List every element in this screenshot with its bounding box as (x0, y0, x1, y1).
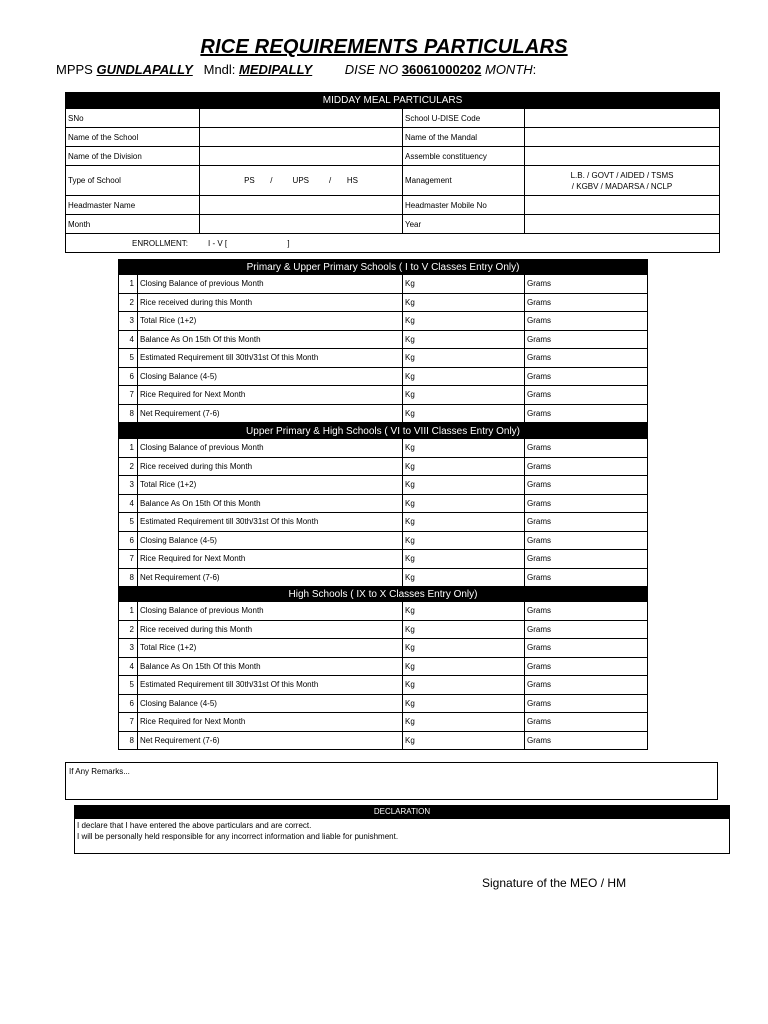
assembly-constituency-field[interactable] (525, 147, 720, 166)
school-type-label: Type of School (66, 166, 200, 196)
school-prefix: MPPS (56, 62, 93, 77)
headmaster-mobile-label: Headmaster Mobile No (403, 196, 525, 215)
kg-field[interactable]: Kg (403, 494, 525, 513)
enrollment-value: I - V [ (208, 238, 228, 248)
row-item-label: Rice Required for Next Month (138, 386, 403, 405)
type-option-ps: PS (244, 176, 255, 185)
table-row (119, 713, 648, 732)
assembly-constituency-label: Assemble constituency (403, 147, 525, 166)
row-item-label: Net Requirement (7-6) (138, 568, 403, 587)
table-row (119, 620, 648, 639)
row-item-label: Closing Balance (4-5) (138, 367, 403, 386)
row-number: 1 (119, 439, 138, 458)
row-number: 4 (119, 657, 138, 676)
row-item-label: Rice received during this Month (138, 457, 403, 476)
grams-field[interactable]: Grams (525, 513, 648, 532)
grams-field[interactable]: Grams (525, 457, 648, 476)
division-name-label: Name of the Division (66, 147, 200, 166)
row-number: 7 (119, 550, 138, 569)
grams-field[interactable]: Grams (525, 367, 648, 386)
remarks-label: If Any Remarks... (69, 767, 130, 776)
midday-row (66, 128, 720, 147)
grams-field[interactable]: Grams (525, 694, 648, 713)
type-separator: / (270, 176, 273, 185)
table-row (119, 312, 648, 331)
table-row (119, 349, 648, 368)
kg-field[interactable]: Kg (403, 676, 525, 695)
table-row (119, 330, 648, 349)
row-item-label: Net Requirement (7-6) (138, 404, 403, 423)
month-field[interactable] (200, 215, 403, 234)
headmaster-name-label: Headmaster Name (66, 196, 200, 215)
table-row (119, 404, 648, 423)
table-row (119, 676, 648, 695)
kg-field[interactable]: Kg (403, 657, 525, 676)
table-row (119, 386, 648, 405)
table-row (119, 657, 648, 676)
row-item-label: Rice received during this Month (138, 620, 403, 639)
row-item-label: Rice Required for Next Month (138, 550, 403, 569)
table-row (119, 457, 648, 476)
management-label: Management (403, 166, 525, 196)
headmaster-name-field[interactable] (200, 196, 403, 215)
type-separator: / (329, 176, 332, 185)
grams-field[interactable]: Grams (525, 713, 648, 732)
udise-code-field[interactable] (525, 109, 720, 128)
row-number: 4 (119, 330, 138, 349)
kg-field[interactable]: Kg (403, 513, 525, 532)
sno-field[interactable] (200, 109, 403, 128)
declaration-line: I will be personally held responsible for any incorrect information and liable for punishment. (77, 832, 399, 841)
row-item-label: Estimated Requirement till 30th/31st Of this Month (138, 676, 403, 695)
grams-field[interactable]: Grams (525, 275, 648, 294)
school-name-label: Name of the School (66, 128, 200, 147)
grams-field[interactable]: Grams (525, 293, 648, 312)
enrollment-label: ENROLLMENT: (132, 238, 189, 248)
kg-field[interactable]: Kg (403, 439, 525, 458)
grams-field[interactable]: Grams (525, 349, 648, 368)
table-row (119, 513, 648, 532)
midday-row (66, 147, 720, 166)
midday-meal-header: MIDDAY MEAL PARTICULARS (66, 93, 720, 109)
kg-field[interactable]: Kg (403, 602, 525, 621)
grams-field[interactable]: Grams (525, 494, 648, 513)
kg-field[interactable]: Kg (403, 694, 525, 713)
division-name-field[interactable] (200, 147, 403, 166)
row-number: 3 (119, 476, 138, 495)
grams-field[interactable]: Grams (525, 312, 648, 331)
kg-field[interactable]: Kg (403, 731, 525, 750)
row-item-label: Rice Required for Next Month (138, 713, 403, 732)
table-row (119, 639, 648, 658)
row-number: 8 (119, 568, 138, 587)
kg-field[interactable]: Kg (403, 349, 525, 368)
grams-field[interactable]: Grams (525, 439, 648, 458)
row-item-label: Closing Balance of previous Month (138, 439, 403, 458)
row-number: 1 (119, 602, 138, 621)
dise-number: 36061000202 (401, 62, 482, 77)
management-line-1: L.B. / GOVT / AIDED / TSMS (570, 170, 674, 180)
midday-meal-table (65, 92, 720, 253)
grams-field[interactable]: Grams (525, 639, 648, 658)
kg-field[interactable]: Kg (403, 312, 525, 331)
row-item-label: Balance As On 15th Of this Month (138, 330, 403, 349)
high-schools-table (118, 586, 648, 750)
school-info-line (56, 62, 736, 77)
declaration-header: DECLARATION (74, 805, 730, 818)
row-item-label: Rice received during this Month (138, 293, 403, 312)
row-number: 5 (119, 349, 138, 368)
row-item-label: Estimated Requirement till 30th/31st Of this Month (138, 349, 403, 368)
table-row (119, 531, 648, 550)
month-field-label: Month (66, 215, 200, 234)
type-option-ups: UPS (292, 176, 309, 185)
enrollment-close-bracket: ] (287, 238, 290, 248)
midday-row (66, 166, 720, 196)
table-row (119, 367, 648, 386)
grams-field[interactable]: Grams (525, 404, 648, 423)
grams-field[interactable]: Grams (525, 386, 648, 405)
grams-field[interactable]: Grams (525, 550, 648, 569)
enrollment-field[interactable] (66, 234, 720, 253)
table-row (119, 568, 648, 587)
kg-field[interactable]: Kg (403, 639, 525, 658)
month-colon: : (532, 62, 537, 77)
kg-field[interactable]: Kg (403, 386, 525, 405)
sno-label: SNo (66, 109, 200, 128)
row-number: 2 (119, 293, 138, 312)
table-row (119, 694, 648, 713)
grams-field[interactable]: Grams (525, 476, 648, 495)
table-row (119, 602, 648, 621)
row-number: 2 (119, 457, 138, 476)
year-label: Year (403, 215, 525, 234)
grams-field[interactable]: Grams (525, 657, 648, 676)
row-number: 6 (119, 367, 138, 386)
row-item-label: Total Rice (1+2) (138, 639, 403, 658)
declaration-box (74, 805, 730, 854)
kg-field[interactable]: Kg (403, 568, 525, 587)
mandal-name-label: Name of the Mandal (403, 128, 525, 147)
management-options[interactable] (525, 166, 720, 196)
row-number: 3 (119, 312, 138, 331)
grams-field[interactable]: Grams (525, 731, 648, 750)
year-field[interactable] (525, 215, 720, 234)
row-number: 3 (119, 639, 138, 658)
kg-field[interactable]: Kg (403, 330, 525, 349)
remarks-field[interactable] (65, 762, 718, 800)
table-row (119, 550, 648, 569)
table-row (119, 494, 648, 513)
row-number: 7 (119, 386, 138, 405)
row-item-label: Balance As On 15th Of this Month (138, 657, 403, 676)
signature-label: Signature of the MEO / HM (482, 876, 627, 890)
midday-row (66, 196, 720, 215)
kg-field[interactable]: Kg (403, 620, 525, 639)
grams-field[interactable]: Grams (525, 568, 648, 587)
row-number: 2 (119, 620, 138, 639)
row-number: 5 (119, 676, 138, 695)
table-row (119, 439, 648, 458)
kg-field[interactable]: Kg (403, 275, 525, 294)
enrollment-row (66, 234, 720, 253)
row-number: 8 (119, 731, 138, 750)
grams-field[interactable]: Grams (525, 620, 648, 639)
declaration-line: I declare that I have entered the above particulars and are correct. (77, 821, 312, 830)
row-number: 8 (119, 404, 138, 423)
mandal-label: Mndl: (203, 62, 236, 77)
grams-field[interactable]: Grams (525, 676, 648, 695)
mandal-name: MEDIPALLY (239, 62, 313, 77)
mandal-name-field[interactable] (525, 128, 720, 147)
row-item-label: Closing Balance of previous Month (138, 602, 403, 621)
row-number: 4 (119, 494, 138, 513)
declaration-body (74, 818, 730, 854)
row-number: 7 (119, 713, 138, 732)
headmaster-mobile-field[interactable] (525, 196, 720, 215)
kg-field[interactable]: Kg (403, 367, 525, 386)
grams-field[interactable]: Grams (525, 531, 648, 550)
row-number: 1 (119, 275, 138, 294)
type-option-hs: HS (346, 176, 358, 185)
row-number: 5 (119, 513, 138, 532)
row-item-label: Closing Balance (4-5) (138, 694, 403, 713)
kg-field[interactable]: Kg (403, 293, 525, 312)
page-title: RICE REQUIREMENTS PARTICULARS (200, 36, 568, 58)
kg-field[interactable]: Kg (403, 531, 525, 550)
grams-field[interactable]: Grams (525, 602, 648, 621)
row-number: 6 (119, 694, 138, 713)
school-name: GUNDLAPALLY (96, 62, 193, 77)
midday-row (66, 215, 720, 234)
primary-schools-table (118, 259, 648, 423)
row-item-label: Estimated Requirement till 30th/31st Of this Month (138, 513, 403, 532)
dise-label: DISE NO (344, 62, 399, 77)
section-header: High Schools ( IX to X Classes Entry Only) (119, 587, 648, 602)
midday-row (66, 109, 720, 128)
table-row (119, 293, 648, 312)
table-row (119, 731, 648, 750)
section-header: Upper Primary & High Schools ( VI to VIII Classes Entry Only) (119, 424, 648, 439)
row-item-label: Closing Balance (4-5) (138, 531, 403, 550)
row-item-label: Closing Balance of previous Month (138, 275, 403, 294)
grams-field[interactable]: Grams (525, 330, 648, 349)
kg-field[interactable]: Kg (403, 550, 525, 569)
kg-field[interactable]: Kg (403, 457, 525, 476)
section-header: Primary & Upper Primary Schools ( I to V Classes Entry Only) (119, 260, 648, 275)
school-name-field[interactable] (200, 128, 403, 147)
management-line-2: / KGBV / MADARSA / NCLP (571, 181, 673, 191)
kg-field[interactable]: Kg (403, 713, 525, 732)
month-label: MONTH (484, 62, 533, 77)
kg-field[interactable]: Kg (403, 404, 525, 423)
school-type-options[interactable] (200, 166, 403, 196)
table-row (119, 275, 648, 294)
row-item-label: Total Rice (1+2) (138, 312, 403, 331)
row-item-label: Balance As On 15th Of this Month (138, 494, 403, 513)
table-row (119, 476, 648, 495)
udise-code-label: School U-DISE Code (403, 109, 525, 128)
kg-field[interactable]: Kg (403, 476, 525, 495)
row-item-label: Net Requirement (7-6) (138, 731, 403, 750)
row-item-label: Total Rice (1+2) (138, 476, 403, 495)
row-number: 6 (119, 531, 138, 550)
upper-primary-high-schools-table (118, 423, 648, 587)
